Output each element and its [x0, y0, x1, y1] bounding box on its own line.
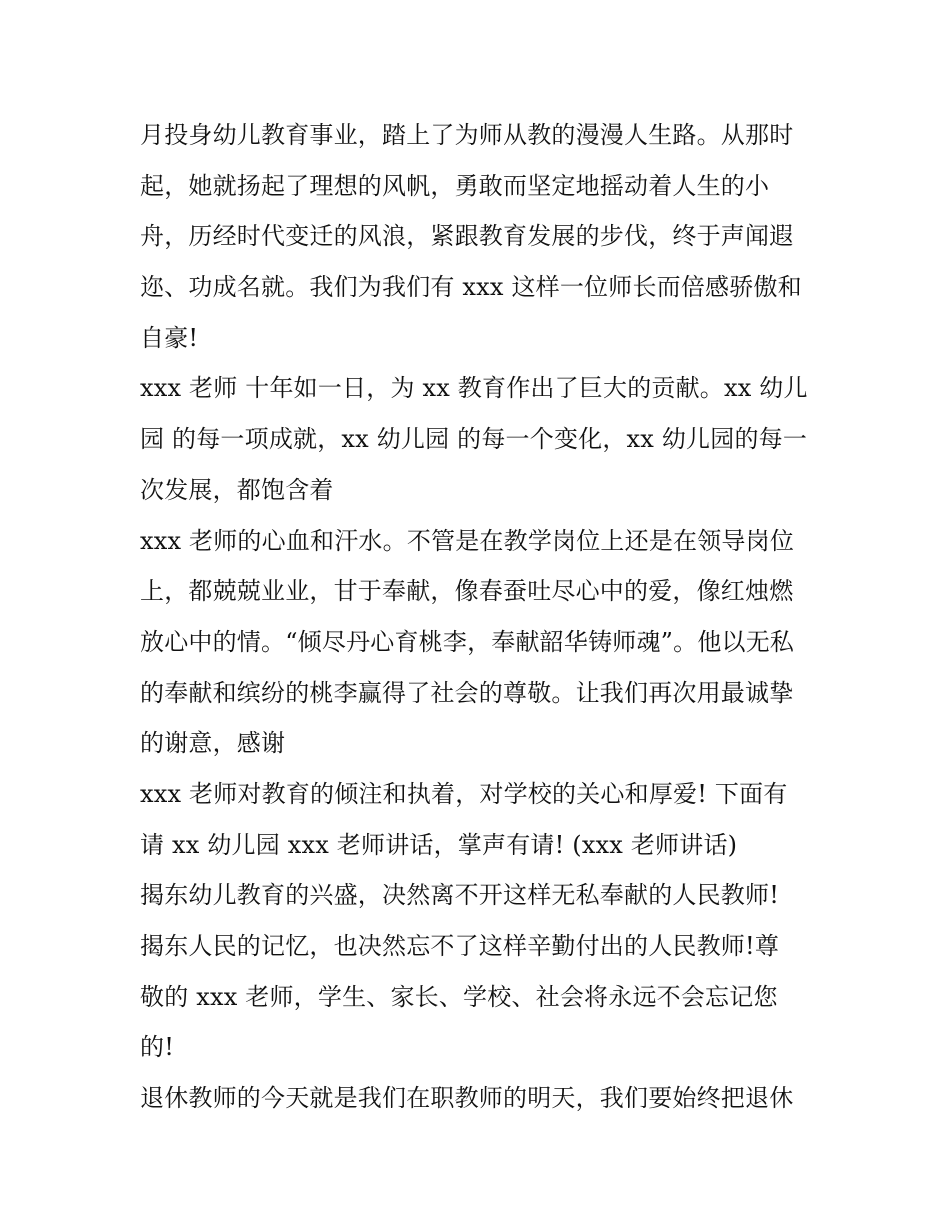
text-line: 舟，历经时代变迁的风浪，紧跟教育发展的步伐，终于声闻遐: [140, 222, 794, 251]
text-line: 退休教师的今天就是我们在职教师的明天，我们要始终把退休: [140, 1084, 794, 1113]
text-line: 放心中的情。“倾尽丹心育桃李，奉献韶华铸师魂”。他以无私: [140, 627, 795, 656]
text-line: 的!: [140, 1033, 175, 1062]
text-line: 揭东人民的记忆，也决然忘不了这样辛勤付出的人民教师!尊: [140, 932, 780, 960]
text-line: xxx 老师的心血和汗水。不管是在教学岗位上还是在领导岗位: [140, 526, 795, 555]
text-line: 迩、功成名就。我们为我们有 xxx 这样一位师长而倍感骄傲和: [140, 273, 802, 302]
text-line: 请 xx 幼儿园 xxx 老师讲话，掌声有请! (xxx 老师讲话): [140, 830, 738, 859]
text-line: 次发展，都饱含着: [140, 475, 334, 504]
body-text: [140, 110, 820, 1124]
text-line: 揭东幼儿教育的兴盛，决然离不开这样无私奉献的人民教师!: [140, 881, 780, 910]
text-line: 的奉献和缤纷的桃李赢得了社会的尊敬。让我们再次用最诚挚: [140, 678, 794, 707]
text-line: 的谢意，感谢: [140, 729, 286, 758]
text-line: 月投身幼儿教育事业，踏上了为师从教的漫漫人生路。从那时: [140, 121, 794, 149]
text-line: 起，她就扬起了理想的风帆，勇敢而坚定地摇动着人生的小: [140, 171, 770, 200]
text-line: xxx 老师 十年如一日，为 xx 教育作出了巨大的贡献。xx 幼儿: [140, 374, 808, 403]
text-line: 敬的 xxx 老师，学生、家长、学校、社会将永远不会忘记您: [140, 982, 778, 1011]
text-line: xxx 老师对教育的倾注和执着，对学校的关心和厚爱! 下面有: [140, 779, 788, 808]
text-line: 上，都兢兢业业，甘于奉献，像春蚕吐尽心中的爱，像红烛燃: [140, 577, 794, 606]
text-line: 自豪!: [140, 323, 199, 352]
text-line: 园 的每一项成就，xx 幼儿园 的每一个变化，xx 幼儿园的每一: [140, 425, 808, 454]
